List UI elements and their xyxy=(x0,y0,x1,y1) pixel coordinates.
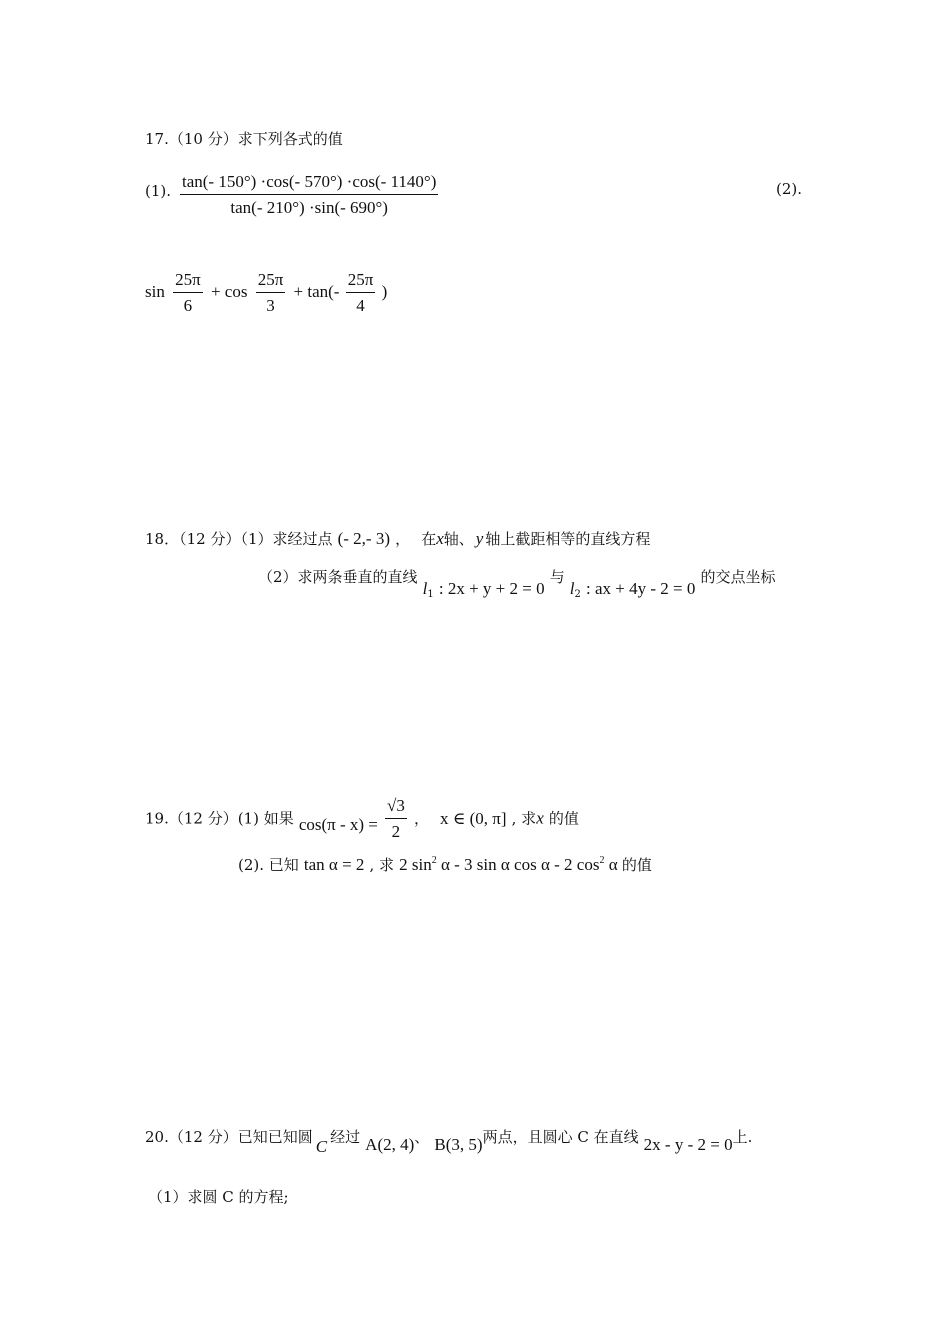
q19-sup-1: 2 xyxy=(431,855,437,866)
q18-and: 与 xyxy=(549,568,565,586)
q17-f3-num: 25π xyxy=(346,270,376,293)
q17-close-paren: ) xyxy=(381,281,388,301)
q19-ask2: , 求 xyxy=(369,856,395,874)
q20-mid: 两点，且圆心 C 在直线 xyxy=(482,1128,639,1146)
q19-tan-expr: tan α = 2 xyxy=(303,855,365,874)
q19-expression xyxy=(399,855,622,874)
q19-part2-label: (2). 已知 xyxy=(238,856,299,874)
q18-text-c: 轴上截距相等的直线方程 xyxy=(485,530,651,548)
q17-f2-num: 25π xyxy=(256,270,286,293)
q18-var-x: x xyxy=(436,529,444,548)
q19-expr-part-a: 2 sin xyxy=(399,855,432,874)
q18-l1: l xyxy=(422,579,428,598)
q20-point-B: B(3, 5) xyxy=(434,1135,483,1154)
q18-l2: l xyxy=(569,579,575,598)
q18-l1-sub: 1 xyxy=(427,589,434,600)
q17-part1-label: (1). xyxy=(145,182,172,200)
q17-part2-expression xyxy=(145,270,387,316)
q20-end: 上. xyxy=(732,1128,753,1146)
q18-l2-equation: : ax + 4y - 2 = 0 xyxy=(586,579,696,598)
q17-plus-cos: + cos xyxy=(210,281,248,301)
q17-plus-tan: + tan(- xyxy=(293,281,340,301)
q18-point: (- 2,- 3) xyxy=(337,529,390,548)
q17-part1-denominator: tan(- 210°) ·sin(- 690°) xyxy=(230,198,388,217)
q19-comma: ， xyxy=(413,809,429,828)
q19-line2 xyxy=(238,854,652,875)
q17-f2-den: 3 xyxy=(266,296,275,315)
q20-var-C: C xyxy=(315,1137,328,1156)
q18-line2 xyxy=(258,566,776,600)
q17-sin: sin xyxy=(145,281,165,301)
q20-line1 xyxy=(145,1126,753,1156)
q18-text-b: 轴、 xyxy=(443,530,474,548)
q18-header: 18．（12 分）（1）求经过点 xyxy=(145,530,333,548)
q20-point-A: A(2, 4) xyxy=(365,1135,415,1154)
q19-tail2: 的值 xyxy=(621,856,652,874)
q19-frac-num: √3 xyxy=(385,796,407,819)
q18-text-a: 在 xyxy=(421,530,437,548)
q18-part2-text: （2）求两条垂直的直线 xyxy=(258,568,418,586)
q18-l1-equation: : 2x + y + 2 = 0 xyxy=(438,579,545,598)
q17-header: 17.（10 分）求下列各式的值 xyxy=(145,130,343,148)
q19-sup-2: 2 xyxy=(599,855,605,866)
q19-header: 19.（12 分）(1) 如果 xyxy=(145,809,294,828)
q19-cos-expr: cos(π - x) = xyxy=(298,814,378,834)
q19-expr-part-b: α - 3 sin α cos α - 2 cos xyxy=(436,855,600,874)
q20-passes: 经过 xyxy=(330,1128,361,1146)
q18-l2-sub: 2 xyxy=(574,589,581,600)
q19-frac-den: 2 xyxy=(391,822,401,841)
q19-var-x: x xyxy=(536,808,544,828)
q20-line-eq: 2x - y - 2 = 0 xyxy=(643,1135,733,1154)
q20-part1: （1）求圆 C 的方程; xyxy=(148,1188,289,1206)
q19-line1 xyxy=(145,796,579,842)
q19-ask: , 求 xyxy=(511,809,537,828)
q20-header: 20.（12 分）已知已知圆 xyxy=(145,1128,313,1146)
q19-domain: x ∈ (0, π] xyxy=(440,808,507,828)
q17-part2-label: (2). xyxy=(776,180,803,198)
q17-f3-den: 4 xyxy=(356,296,365,315)
q20-sep: 、 xyxy=(414,1128,430,1146)
q17-part1-fraction xyxy=(180,172,438,218)
q19-expr-part-c: α xyxy=(604,855,618,874)
q18-var-y: y xyxy=(475,529,484,548)
q17-f1-num: 25π xyxy=(173,270,203,293)
q18-tail: 的交点坐标 xyxy=(700,568,776,586)
q17-f1-den: 6 xyxy=(183,296,193,315)
q18-line1 xyxy=(145,528,650,549)
q17-part1-numerator: tan(- 150°) ·cos(- 570°) ·cos(- 1140°) xyxy=(180,172,438,195)
q18-comma: ， xyxy=(395,530,411,548)
q19-tail: 的值 xyxy=(548,809,579,828)
